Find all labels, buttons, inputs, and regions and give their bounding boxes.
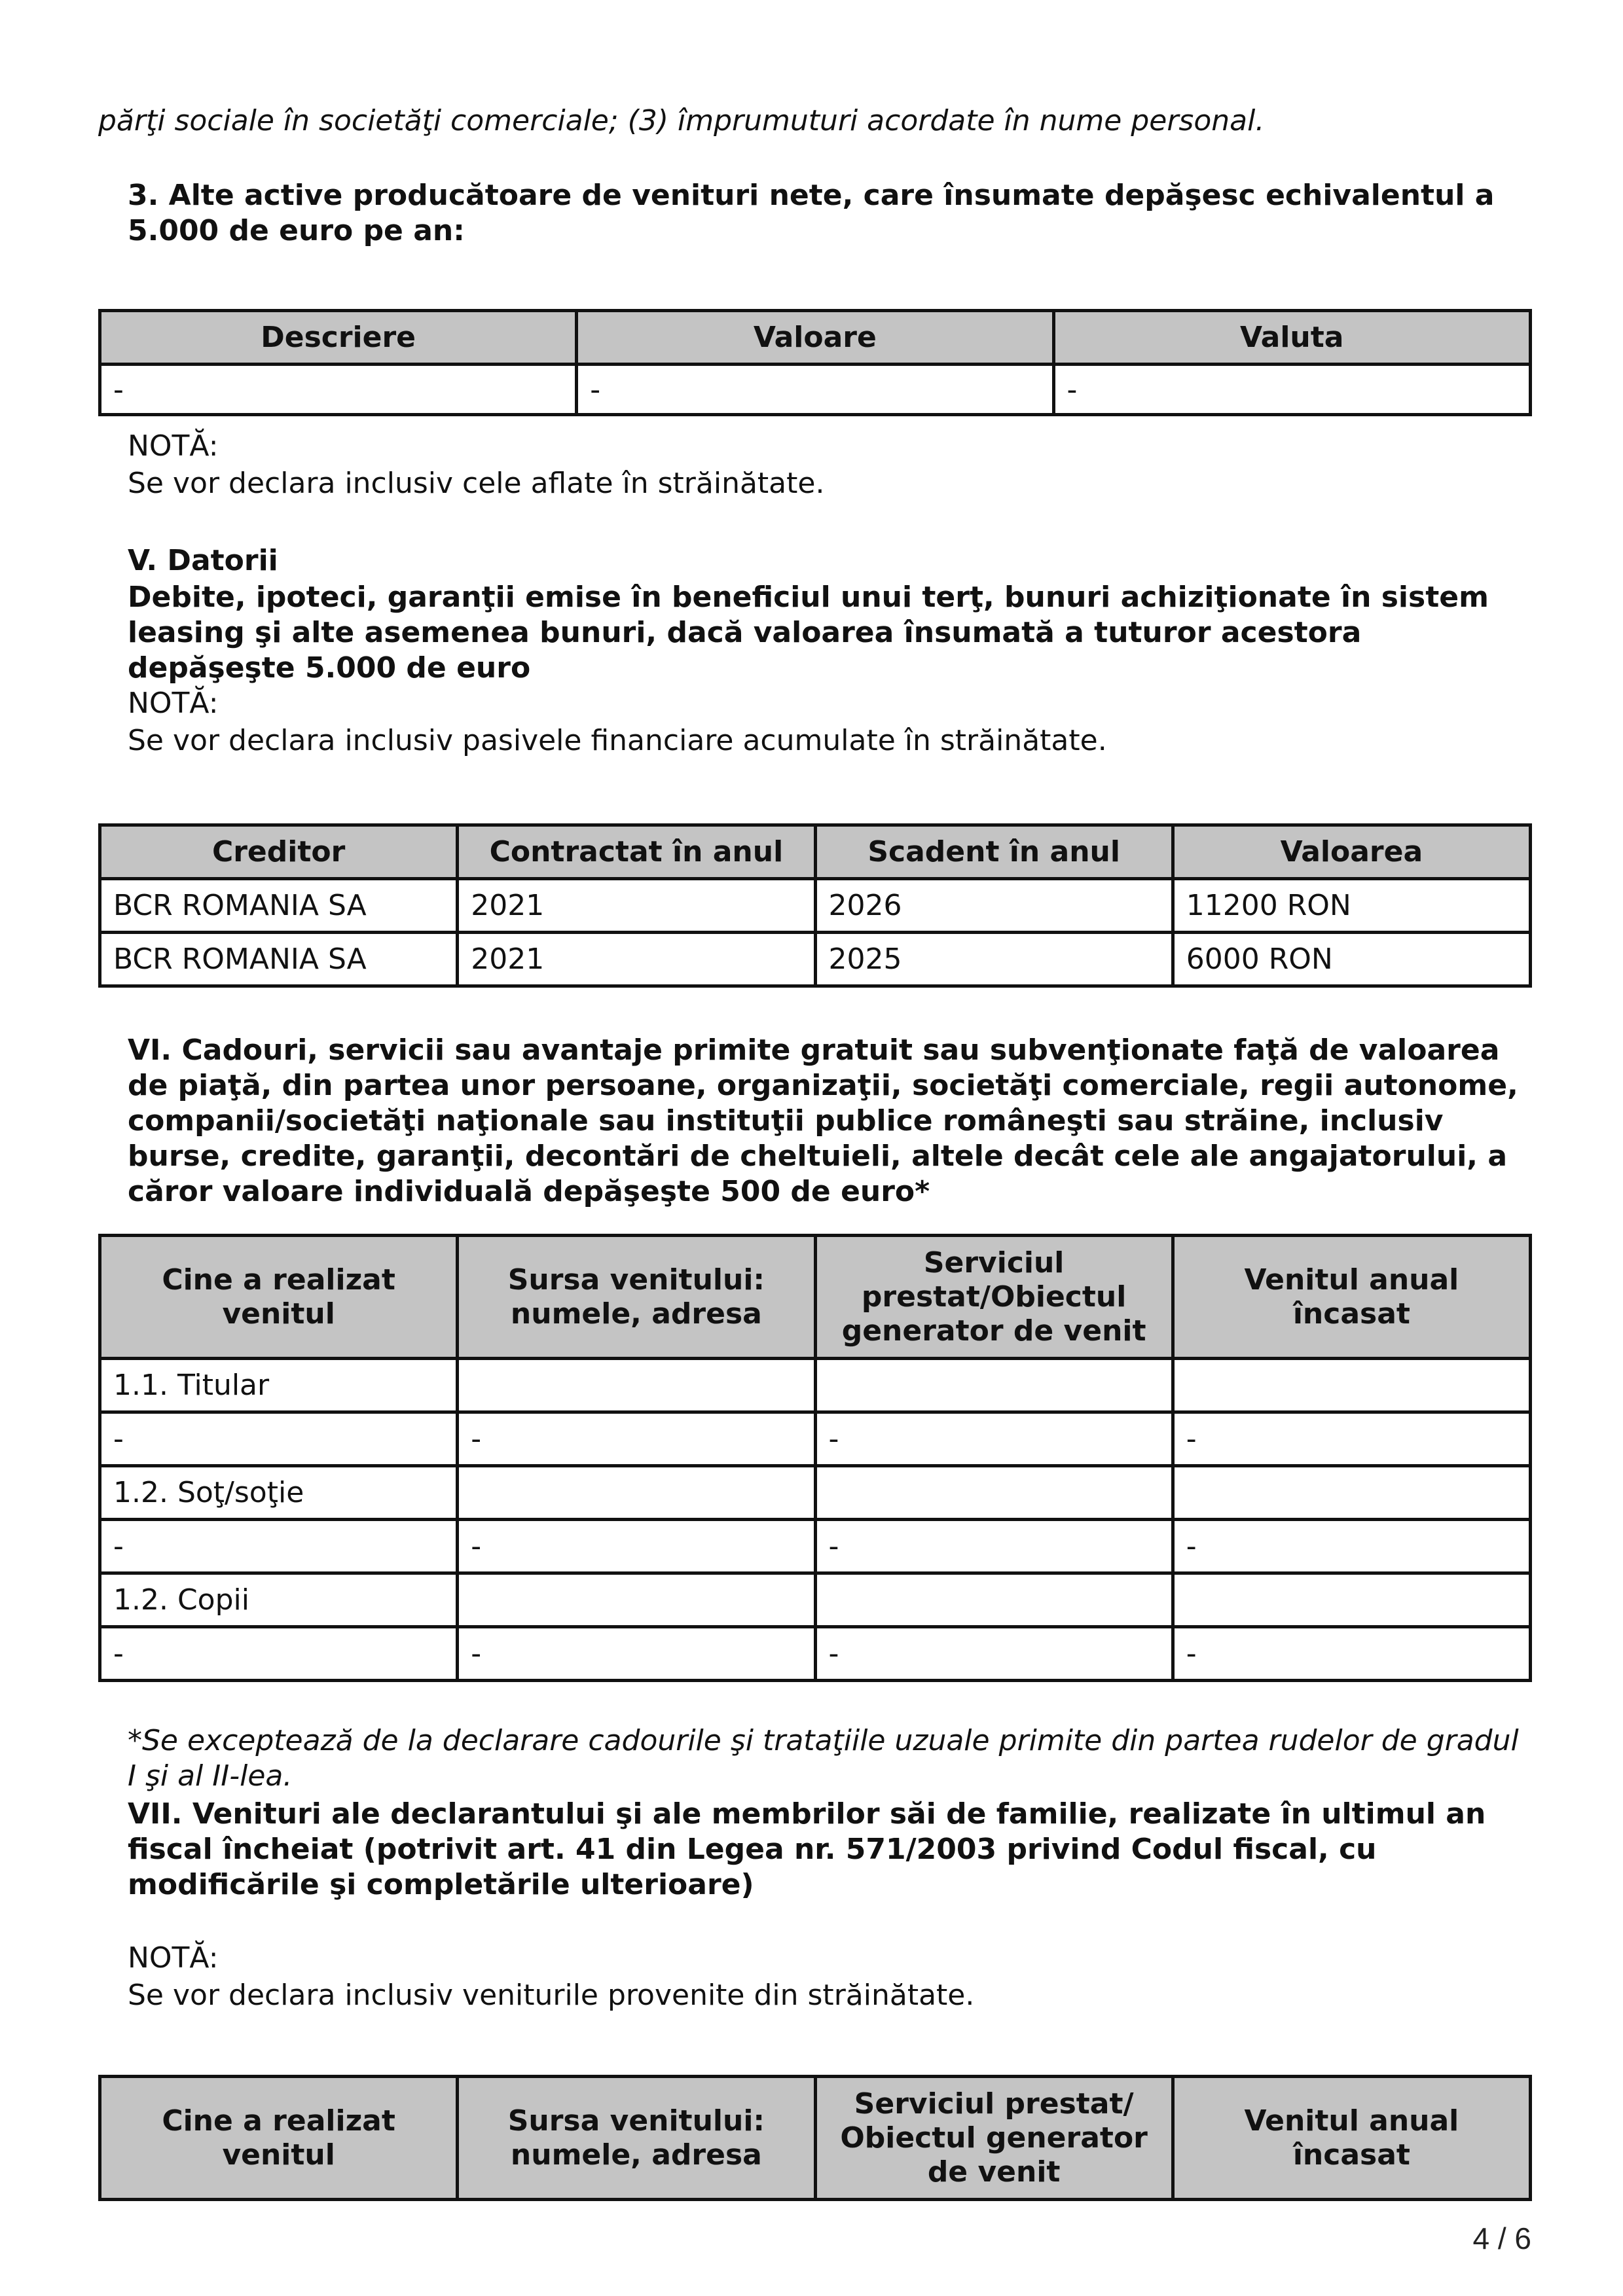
table-cell: -: [1173, 1412, 1530, 1466]
section5-heading: Debite, ipoteci, garanţii emise în beneficiul unui terţ, bunuri achiziţionate în sistem leasing şi alte asemenea bunuri, dacă valoarea însumată a tuturor acestora depăşeşte 5.000 de euro: [128, 581, 1489, 685]
section6-footnote: *Se exceptează de la declarare cadourile şi trataţiile uzuale primite din partea rudelor de gradul I şi al II-lea.: [128, 1724, 1519, 1793]
column-header-valoare: Valoare: [577, 311, 1053, 365]
column-header-sursa: Sursa venitului: numele, adresa: [458, 2077, 815, 2200]
table-cell: 2025: [815, 933, 1173, 986]
column-header-venitul: Venitul anual încasat: [1173, 2077, 1530, 2200]
table-cell: -: [100, 1627, 458, 1681]
table-cell: [1173, 1359, 1530, 1412]
table-row: [100, 879, 1531, 933]
column-header-cine: Cine a realizat venitul: [100, 1236, 458, 1359]
column-header-scadent: Scadent în anul: [815, 825, 1173, 879]
table-cell: BCR ROMANIA SA: [100, 879, 458, 933]
other-assets-table: [98, 309, 1532, 416]
column-header-contractat: Contractat în anul: [458, 825, 815, 879]
table-cell: 2021: [458, 879, 815, 933]
table-cell: [458, 1466, 815, 1520]
table-row: [100, 1520, 1531, 1573]
table-cell: 1.1. Titular: [100, 1359, 458, 1412]
table-header-row: [100, 311, 1531, 365]
section5-title: V. Datorii: [128, 544, 278, 577]
column-header-creditor: Creditor: [100, 825, 458, 879]
table-cell: -: [1173, 1627, 1530, 1681]
table-row: [100, 365, 1531, 415]
table-cell: BCR ROMANIA SA: [100, 933, 458, 986]
note-label: NOTĂ:: [128, 687, 219, 720]
note-label: NOTĂ:: [128, 1941, 219, 1975]
column-header-serviciul: Serviciul prestat/ Obiectul generator de venit: [815, 2077, 1173, 2200]
table-cell: [815, 1359, 1173, 1412]
table-cell: 11200 RON: [1173, 879, 1530, 933]
table-header-row: [100, 1236, 1531, 1359]
debts-table: [98, 823, 1532, 988]
table-cell: [458, 1573, 815, 1627]
table-cell: 6000 RON: [1173, 933, 1530, 986]
table-cell: -: [1053, 365, 1531, 415]
column-header-venitul: Venitul anual încasat: [1173, 1236, 1530, 1359]
table-cell: [1173, 1466, 1530, 1520]
table-cell: -: [100, 365, 577, 415]
table-cell: -: [100, 1520, 458, 1573]
column-header-valoarea: Valoarea: [1173, 825, 1530, 879]
table-row: [100, 1359, 1531, 1412]
table-cell: -: [100, 1412, 458, 1466]
table-cell: 1.2. Copii: [100, 1573, 458, 1627]
section7-heading: VII. Venituri ale declarantului şi ale membrilor săi de familie, realizate în ultimul an fiscal încheiat (potrivit art. 41 din Legea nr. 571/2003 privind Codul fiscal, cu modificările şi completările ulterioare): [128, 1797, 1486, 1901]
table-row: [100, 1466, 1531, 1520]
table-cell: -: [815, 1412, 1173, 1466]
table-cell: -: [577, 365, 1053, 415]
table-cell: -: [815, 1627, 1173, 1681]
table-cell: 1.2. Soţ/soţie: [100, 1466, 458, 1520]
table-cell: [815, 1466, 1173, 1520]
table-cell: [1173, 1573, 1530, 1627]
column-header-descriere: Descriere: [100, 311, 577, 365]
column-header-serviciul: Serviciul prestat/Obiectul generator de venit: [815, 1236, 1173, 1359]
table-cell: -: [458, 1412, 815, 1466]
table-cell: -: [1173, 1520, 1530, 1573]
column-header-valuta: Valuta: [1053, 311, 1531, 365]
table-cell: [458, 1359, 815, 1412]
gifts-table: [98, 1234, 1532, 1682]
table-cell: -: [815, 1520, 1173, 1573]
section3-heading: 3. Alte active producătoare de venituri nete, care însumate depăşesc echivalentul a 5.000 de euro pe an:: [128, 179, 1495, 247]
column-header-cine: Cine a realizat venitul: [100, 2077, 458, 2200]
note-text: Se vor declara inclusiv veniturile provenite din străinătate.: [128, 1979, 975, 2012]
page-number: 4 / 6: [1472, 2221, 1531, 2255]
table-cell: -: [458, 1627, 815, 1681]
table-header-row: [100, 825, 1531, 879]
table-cell: 2021: [458, 933, 815, 986]
table-row: [100, 933, 1531, 986]
note-text: Se vor declara inclusiv pasivele financiare acumulate în străinătate.: [128, 724, 1107, 757]
intro-fragment: părţi sociale în societăţi comerciale; (3) împrumuturi acordate în nume personal.: [98, 104, 1265, 137]
section6-heading: VI. Cadouri, servicii sau avantaje primite gratuit sau subvenţionate faţă de valoarea de piaţă, din partea unor persoane, organizaţii, societăţi comerciale, regii autonome, companii/societăţi naţionale sau instituţii publice româneşti sau străine, inclusiv burse, credite, garanţii, decontări de cheltuieli, altele decât cele ale angajatorului, a căror valoare individuală depăşeşte 500 de euro*: [128, 1033, 1518, 1208]
income-table: [98, 2075, 1532, 2201]
table-row: [100, 1573, 1531, 1627]
table-cell: -: [458, 1520, 815, 1573]
note-label: NOTĂ:: [128, 429, 219, 463]
column-header-sursa: Sursa venitului: numele, adresa: [458, 1236, 815, 1359]
table-cell: [815, 1573, 1173, 1627]
note-text: Se vor declara inclusiv cele aflate în străinătate.: [128, 467, 825, 500]
table-header-row: [100, 2077, 1531, 2200]
table-cell: 2026: [815, 879, 1173, 933]
table-row: [100, 1627, 1531, 1681]
table-row: [100, 1412, 1531, 1466]
